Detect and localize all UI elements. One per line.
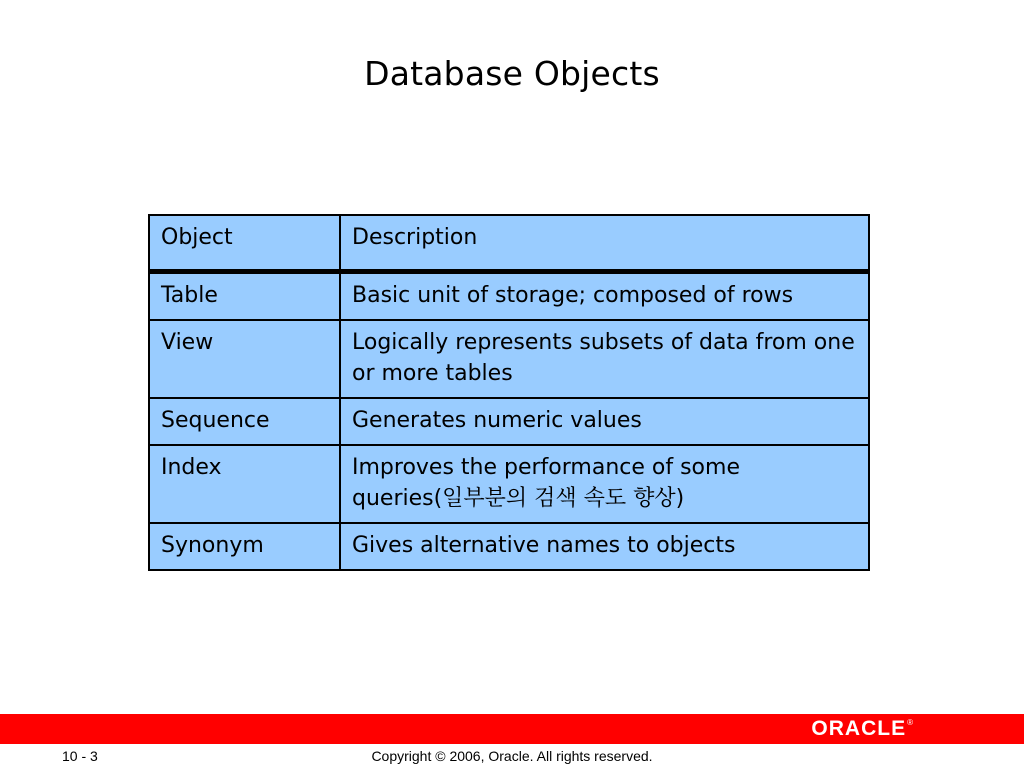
page-number: 10 - 3: [62, 748, 98, 764]
object-cell: View: [149, 320, 340, 398]
registered-mark-icon: ®: [907, 718, 914, 727]
object-cell: Synonym: [149, 523, 340, 570]
footer-band: [0, 714, 1024, 744]
copyright-notice: Copyright © 2006, Oracle. All rights reserved.: [371, 748, 653, 764]
table-row: [149, 398, 869, 445]
object-cell: Table: [149, 272, 340, 321]
database-objects-table: [148, 214, 870, 571]
table-header-row: [149, 215, 869, 272]
table-row: [149, 445, 869, 523]
table-row: [149, 320, 869, 398]
oracle-logo-text: ORACLE: [811, 717, 907, 740]
object-cell: Sequence: [149, 398, 340, 445]
description-cell: Improves the performance of some queries(일부분의 검색 속도 향상): [340, 445, 869, 523]
slide-title: Database Objects: [364, 54, 660, 93]
description-cell: Basic unit of storage; composed of rows: [340, 272, 869, 321]
object-cell: Index: [149, 445, 340, 523]
description-cell: Logically represents subsets of data from one or more tables: [340, 320, 869, 398]
table-row: [149, 523, 869, 570]
description-cell: Generates numeric values: [340, 398, 869, 445]
table-row: [149, 272, 869, 321]
description-cell: Gives alternative names to objects: [340, 523, 869, 570]
header-object: Object: [149, 215, 340, 272]
header-description: Description: [340, 215, 869, 272]
oracle-logo: [811, 716, 914, 742]
